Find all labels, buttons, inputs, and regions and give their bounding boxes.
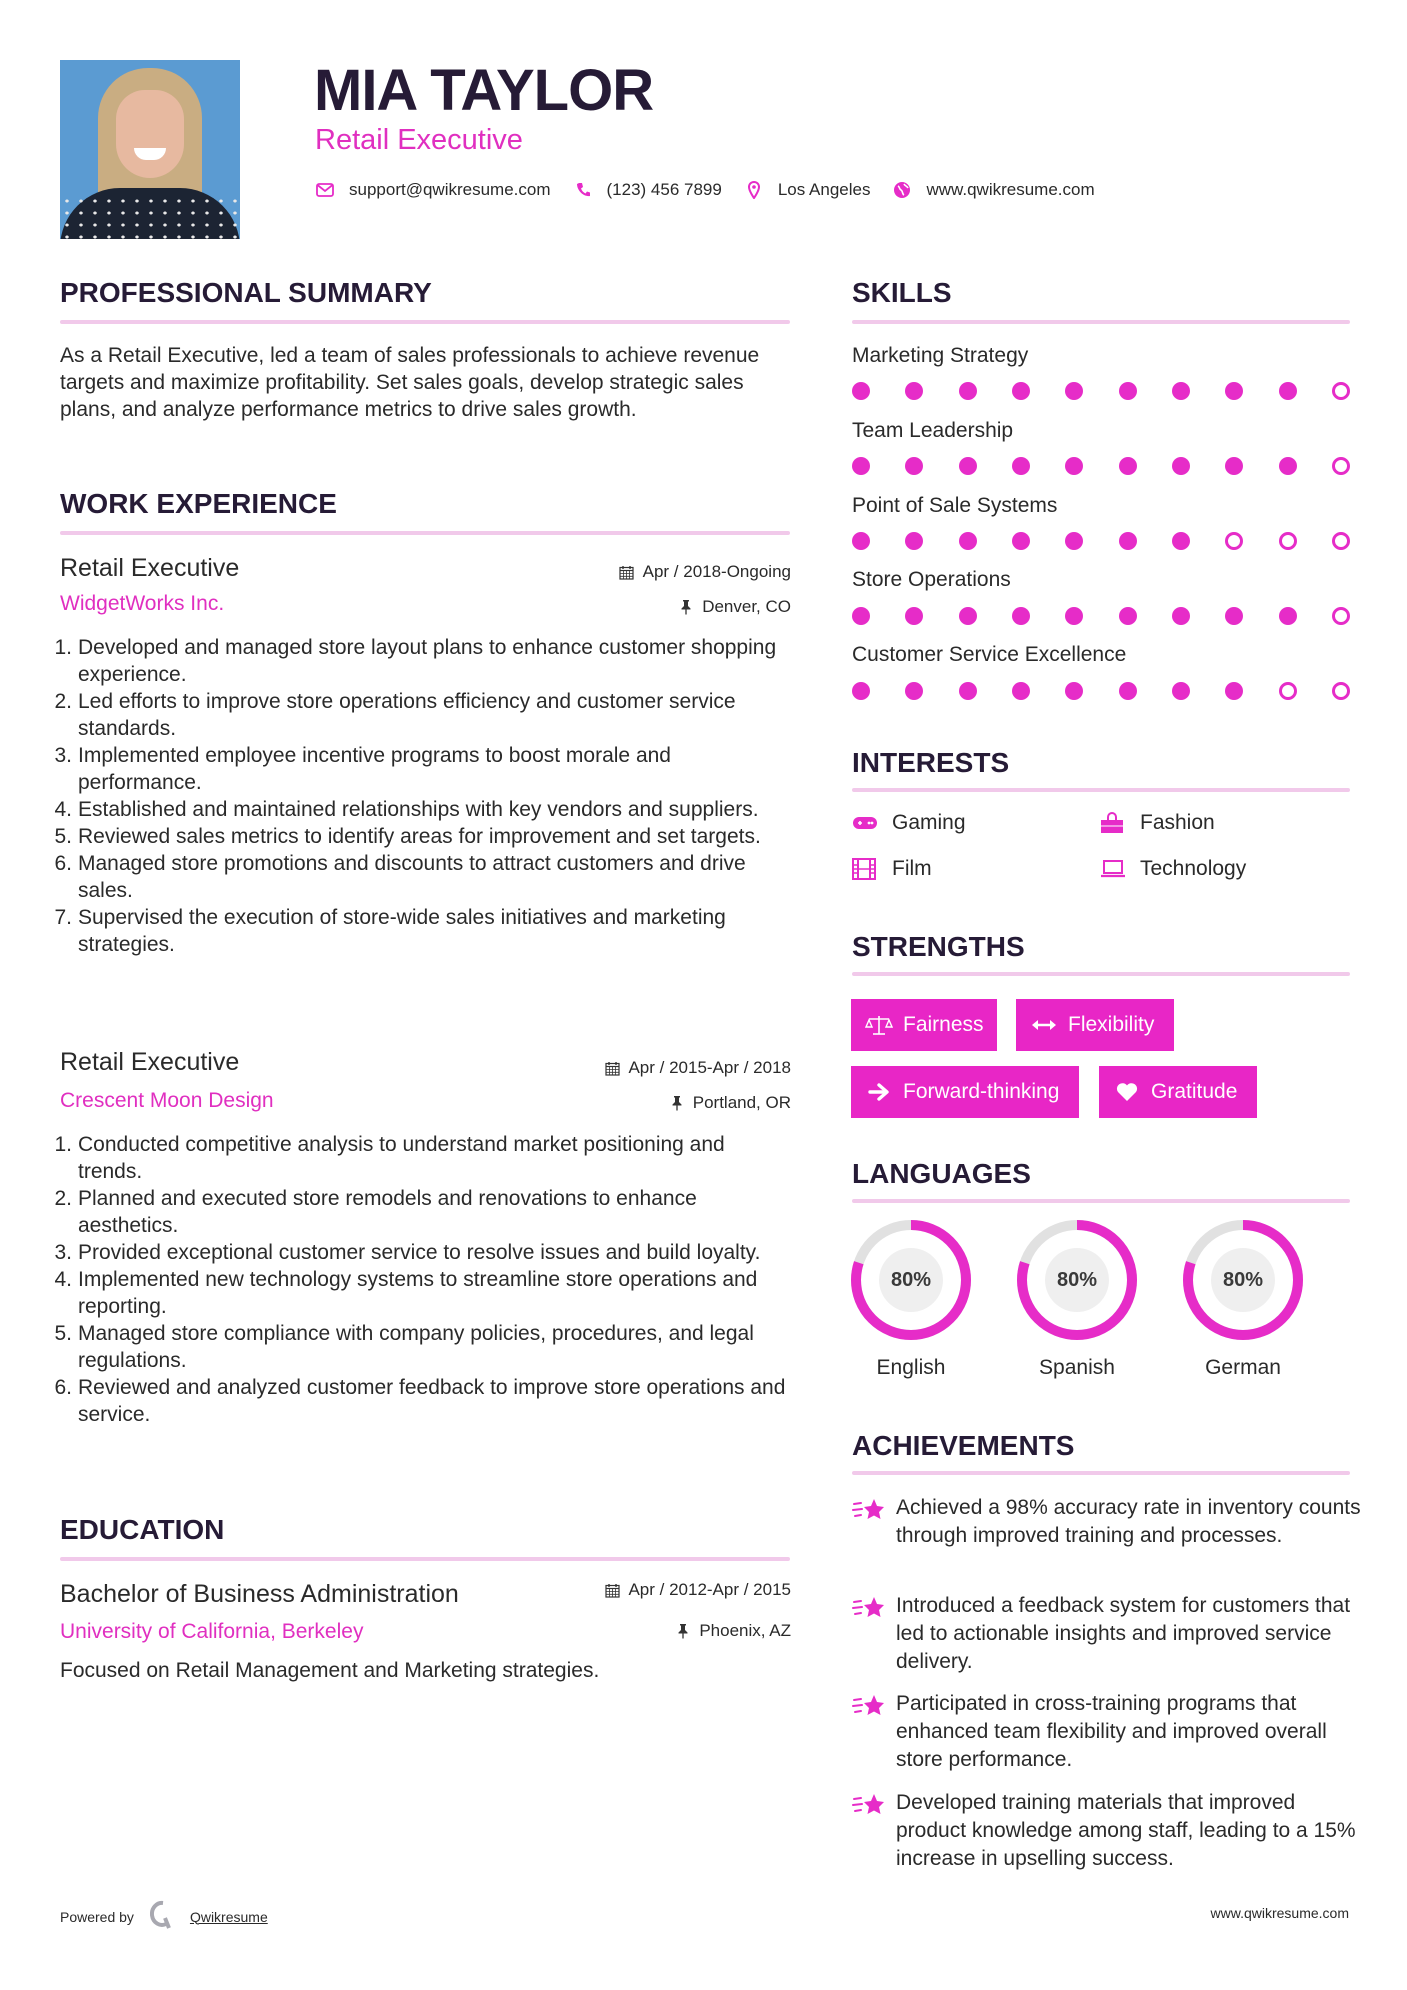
skill-rating — [852, 531, 1350, 551]
job-dates-text: Apr / 2018-Ongoing — [642, 562, 791, 581]
achievement-text: Introduced a feedback system for customers that led to actionable insights and improved service delivery. — [896, 1594, 1351, 1673]
film-icon — [852, 858, 878, 880]
list-item: 1. Developed and managed store layout plans to enhance customer shopping experience. — [54, 636, 777, 686]
list-item: 3. Implemented employee incentive programs to boost morale and performance. — [54, 744, 671, 794]
skill-name: Marketing Strategy — [852, 344, 1029, 367]
job-duties-list — [50, 634, 790, 958]
degree-title: Bachelor of Business Administration — [60, 1580, 459, 1608]
calendar-icon — [604, 1582, 620, 1598]
location-text: Los Angeles — [777, 180, 871, 199]
list-item: 1. Conducted competitive analysis to understand market positioning and trends. — [54, 1133, 725, 1183]
strength-label: Fairness — [903, 1013, 984, 1036]
section-divider — [852, 1199, 1350, 1203]
contact-website[interactable] — [892, 180, 1094, 200]
list-item: 7. Supervised the execution of store-wide sales initiatives and marketing strategies. — [54, 906, 726, 956]
skill-rating — [852, 381, 1350, 401]
interests-heading: INTERESTS — [852, 747, 1010, 778]
email-text: support@qwikresume.com — [349, 180, 551, 199]
section-divider — [60, 1557, 790, 1561]
map-pin-icon — [744, 180, 764, 200]
interest-label: Technology — [1140, 857, 1247, 880]
summary-text: As a Retail Executive, led a team of sales professionals to achieve revenue targets and maximize profitability. Set sales goals, develop strategic sales plans, and analyze performance metrics to drive sales growth. — [60, 344, 760, 421]
language-ring — [1181, 1218, 1305, 1342]
languages-heading: LANGUAGES — [852, 1158, 1031, 1189]
section-divider — [852, 788, 1350, 792]
strength-label: Flexibility — [1068, 1013, 1155, 1036]
company-name: WidgetWorks Inc. — [60, 592, 225, 615]
job-dates — [619, 561, 791, 583]
list-item: 4. Established and maintained relationships with key vendors and suppliers. — [54, 798, 759, 821]
school-name: University of California, Berkeley — [60, 1620, 364, 1643]
achievement-item — [852, 1690, 1362, 1774]
interest-item — [1100, 810, 1215, 836]
interest-item — [1100, 856, 1246, 882]
job-dates-text: Apr / 2015-Apr / 2018 — [628, 1058, 791, 1077]
job-location — [669, 1092, 791, 1114]
shooting-star-icon — [852, 1789, 896, 1873]
section-divider — [852, 972, 1350, 976]
job-location — [678, 596, 791, 618]
footer-website-link[interactable]: www.qwikresume.com — [1210, 1905, 1349, 1921]
achievement-item — [852, 1789, 1362, 1873]
skill-name: Customer Service Excellence — [852, 643, 1127, 666]
shopping-bag-icon — [1100, 812, 1126, 834]
shooting-star-icon — [852, 1592, 896, 1676]
candidate-title: Retail Executive — [315, 124, 523, 156]
profile-photo — [60, 60, 240, 239]
summary-heading: PROFESSIONAL SUMMARY — [60, 277, 432, 308]
list-item: 2. Planned and executed store remodels and renovations to enhance aesthetics. — [54, 1187, 697, 1237]
education-location — [675, 1620, 791, 1642]
phone-icon — [573, 180, 593, 200]
skill-name: Team Leadership — [852, 419, 1014, 442]
shooting-star-icon — [852, 1494, 896, 1550]
website-text: www.qwikresume.com — [926, 180, 1095, 199]
language-ring — [1015, 1218, 1139, 1342]
balance-scale-icon — [865, 1014, 893, 1036]
section-divider — [852, 320, 1350, 324]
list-item: 2. Led efforts to improve store operations efficiency and customer service standards. — [54, 690, 736, 740]
section-divider — [852, 1471, 1350, 1475]
strength-chip — [1099, 1066, 1257, 1118]
calendar-icon — [604, 1060, 620, 1076]
achievement-text: Developed training materials that improved product knowledge among staff, leading to a 15% increase in upselling success. — [896, 1791, 1356, 1870]
job-title: Retail Executive — [60, 1048, 240, 1076]
job-location-text: Denver, CO — [702, 597, 791, 616]
company-name: Crescent Moon Design — [60, 1089, 274, 1112]
education-dates — [604, 1579, 791, 1601]
footer-branding — [60, 1900, 268, 1933]
language-name: German — [1205, 1356, 1281, 1379]
contact-bar — [315, 177, 1117, 203]
language-percent: 80% — [1211, 1248, 1275, 1312]
strength-label: Gratitude — [1151, 1080, 1238, 1103]
shooting-star-icon — [852, 1690, 896, 1774]
pushpin-icon — [675, 1623, 691, 1639]
language-percent: 80% — [879, 1248, 943, 1312]
language-name: Spanish — [1039, 1356, 1115, 1379]
achievement-item — [852, 1494, 1362, 1550]
job-title: Retail Executive — [60, 554, 240, 582]
list-item: 6. Managed store promotions and discounts to attract customers and drive sales. — [54, 852, 746, 902]
skill-rating — [852, 456, 1350, 476]
experience-heading: WORK EXPERIENCE — [60, 488, 337, 519]
section-divider — [60, 320, 790, 324]
contact-email[interactable] — [315, 180, 551, 200]
interest-item — [852, 810, 966, 836]
achievement-text: Participated in cross-training programs that enhanced team flexibility and improved overall store performance. — [896, 1692, 1327, 1771]
job-dates — [604, 1057, 791, 1079]
skills-heading: SKILLS — [852, 277, 952, 308]
job-location-text: Portland, OR — [692, 1093, 791, 1112]
list-item: 5. Managed store compliance with company policies, procedures, and legal regulations. — [54, 1322, 754, 1372]
education-heading: EDUCATION — [60, 1514, 225, 1545]
skill-rating — [852, 606, 1350, 626]
skill-rating — [852, 681, 1350, 701]
qwikresume-link[interactable]: Qwikresume — [189, 1908, 268, 1925]
heart-icon — [1113, 1081, 1141, 1103]
pushpin-icon — [678, 599, 694, 615]
skill-name: Store Operations — [852, 568, 1011, 591]
education-description: Focused on Retail Management and Marketing strategies. — [60, 1659, 600, 1682]
skill-name: Point of Sale Systems — [852, 494, 1058, 517]
strength-chip — [1016, 999, 1174, 1051]
language-percent: 80% — [1045, 1248, 1109, 1312]
achievement-text: Achieved a 98% accuracy rate in inventory counts through improved training and processes. — [896, 1496, 1361, 1547]
language-ring — [849, 1218, 973, 1342]
achievement-item — [852, 1592, 1362, 1676]
gamepad-icon — [852, 812, 878, 834]
section-divider — [60, 531, 790, 535]
job-duties-list — [50, 1131, 790, 1428]
contact-phone[interactable] — [573, 180, 722, 200]
double-arrow-icon — [1030, 1014, 1058, 1036]
envelope-icon — [315, 180, 335, 200]
strength-chip — [851, 1066, 1079, 1118]
globe-icon — [892, 180, 912, 200]
laptop-icon — [1100, 858, 1126, 880]
list-item: 4. Implemented new technology systems to streamline store operations and reporting. — [54, 1268, 758, 1318]
education-dates-text: Apr / 2012-Apr / 2015 — [628, 1580, 791, 1599]
list-item: 5. Reviewed sales metrics to identify areas for improvement and set targets. — [54, 825, 761, 848]
achievements-heading: ACHIEVEMENTS — [852, 1430, 1075, 1461]
strength-label: Forward-thinking — [903, 1080, 1060, 1103]
pushpin-icon — [669, 1095, 685, 1111]
interest-item — [852, 856, 932, 882]
strength-chip — [851, 999, 997, 1051]
interest-label: Film — [892, 857, 932, 880]
interest-label: Fashion — [1140, 811, 1215, 834]
education-location-text: Phoenix, AZ — [699, 1621, 791, 1640]
candidate-name: MIA TAYLOR — [314, 58, 654, 123]
list-item: 3. Provided exceptional customer service to resolve issues and build loyalty. — [54, 1241, 761, 1264]
contact-location — [744, 180, 871, 200]
qwikresume-logo-icon — [150, 1900, 176, 1933]
calendar-icon — [619, 564, 635, 580]
language-name: English — [876, 1356, 946, 1379]
list-item: 6. Reviewed and analyzed customer feedback to improve store operations and service. — [54, 1376, 786, 1426]
phone-text: (123) 456 7899 — [606, 180, 722, 199]
strengths-heading: STRENGTHS — [852, 931, 1025, 962]
powered-by-label: Powered by — [60, 1908, 134, 1925]
interest-label: Gaming — [892, 811, 966, 834]
arrow-right-icon — [865, 1081, 893, 1103]
